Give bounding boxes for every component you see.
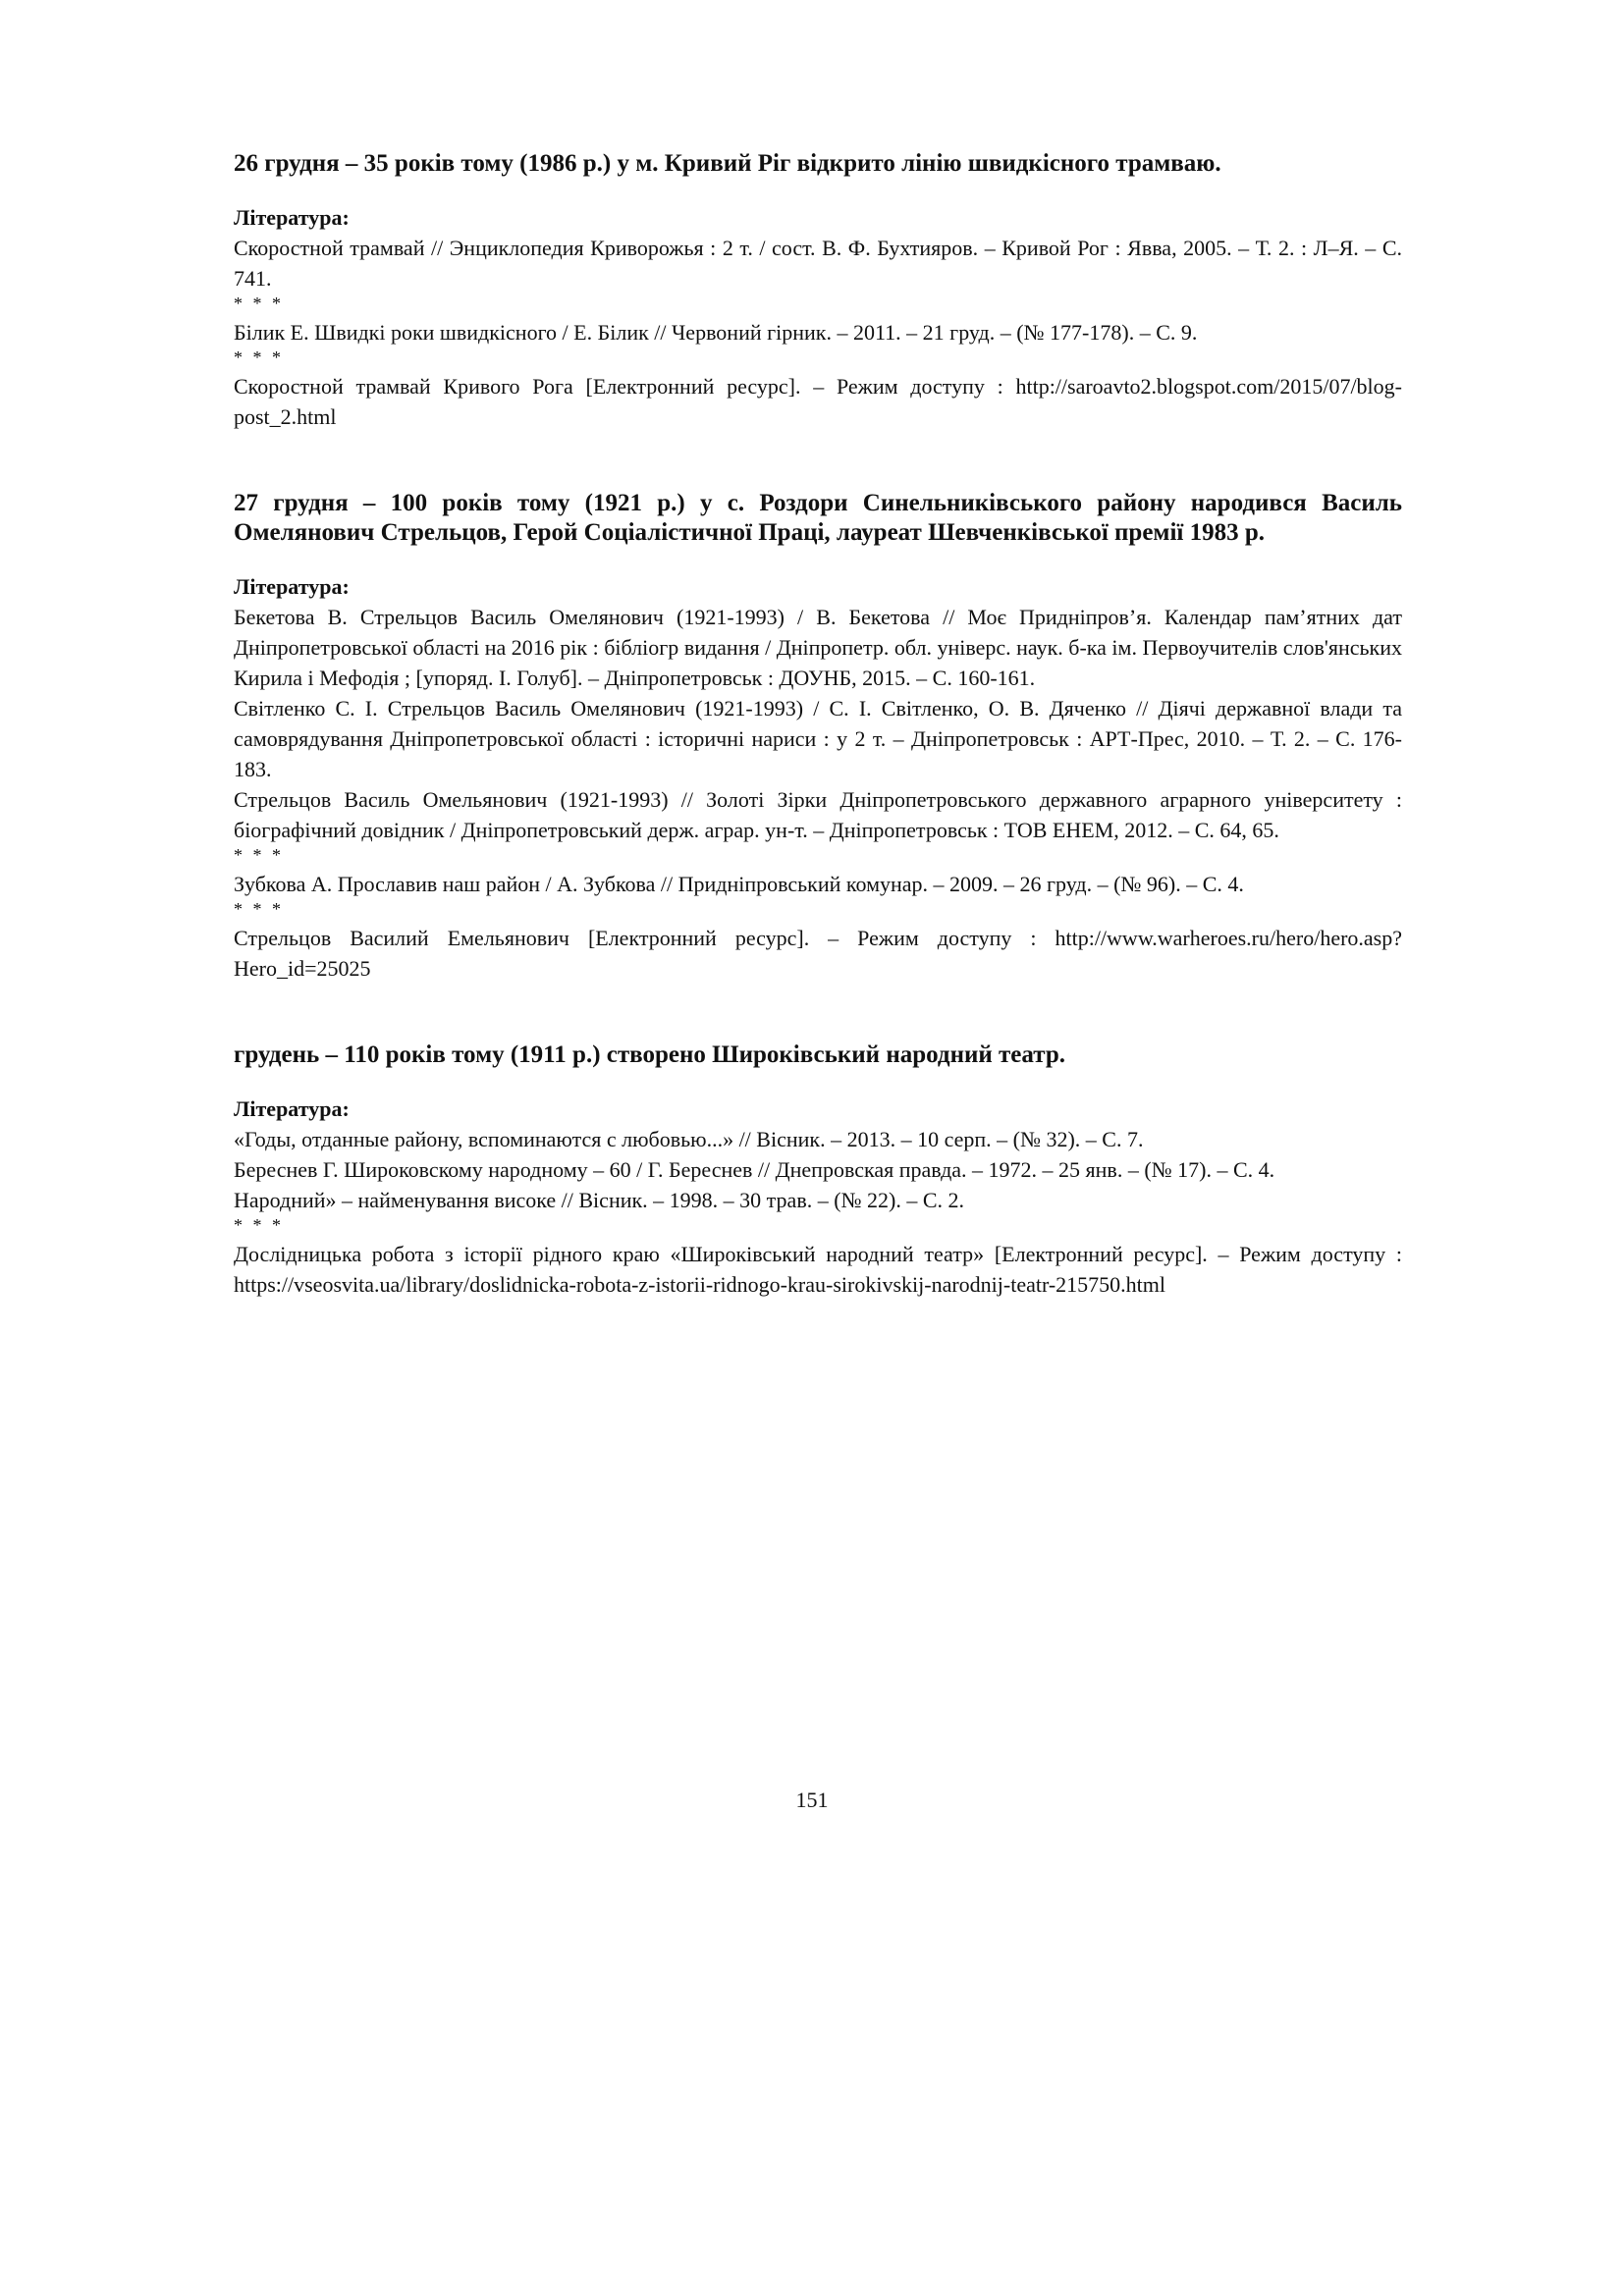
separator: * * * <box>234 294 284 313</box>
separator: * * * <box>234 899 284 919</box>
section-heading: грудень – 110 років тому (1911 р.) створено Широківський народний театр. <box>234 1041 1065 1068</box>
document-page <box>234 149 1402 1300</box>
literature-entry: Стрельцов Василь Омельянович (1921-1993) // Золоті Зірки Дніпропетровського державного аграрного університету : біографічний довідник / Дніпропетровський держ. аграр. ун-т. – Дніпропетровськ : ТОВ ЕНЕМ, 2012. – С. 64, 65. <box>234 787 1402 842</box>
literature-entry: Зубкова А. Прославив наш район / А. Зубкова // Придніпровський комунар. – 2009. – 26 груд. – (№ 96). – С. 4. <box>234 872 1244 896</box>
separator: * * * <box>234 1215 284 1235</box>
section-tram <box>234 149 1402 432</box>
literature-label: Література: <box>234 574 350 599</box>
literature-label: Література: <box>234 205 350 230</box>
page-number: 151 <box>795 1788 829 1812</box>
section-heading: 27 грудня – 100 років тому (1921 р.) у с. Роздори Синельниківського району народився Василь Омелянович Стрельцов, Герой Соціалістичної Праці, лауреат Шевченківської премії 1983 р. <box>234 490 1402 546</box>
literature-entry: Бекетова В. Стрельцов Василь Омелянович (1921-1993) / В. Бекетова // Моє Придніпров’я. Календар пам’ятних дат Дніпропетровської області на 2016 рік : бібліогр видання / Дніпропетр. обл. універс. наук. б-ка ім. Первоучителів слов'янських Кирила і Мефодія ; [упоряд. І. Голуб]. – Дніпропетровськ : ДОУНБ, 2015. – С. 160-161. <box>234 605 1402 690</box>
separator: * * * <box>234 845 284 865</box>
literature-entry: «Годы, отданные району, вспоминаются с любовью...» // Вісник. – 2013. – 10 серп. – (№ 32). – С. 7. <box>234 1127 1144 1151</box>
literature-entry: Стрельцов Василий Емельянович [Електронний ресурс]. – Режим доступу : http://www.warheroes.ru/hero/hero.asp?Hero_id=25025 <box>234 926 1402 981</box>
literature-entry: Білик Е. Швидкі роки швидкісного / Е. Білик // Червоний гірник. – 2011. – 21 груд. – (№ 177-178). – С. 9. <box>234 320 1198 345</box>
separator: * * * <box>234 347 284 367</box>
literature-entry: Береснев Г. Широковскому народному – 60 / Г. Береснев // Днепровская правда. – 1972. – 25 янв. – (№ 17). – С. 4. <box>234 1157 1275 1182</box>
literature-entry: Світленко С. І. Стрельцов Василь Омелянович (1921-1993) / С. І. Світленко, О. В. Дяченко // Діячі державної влади та самоврядування Дніпропетровської області : історичні нариси : у 2 т. – Дніпропетровськ : АРТ-Прес, 2010. – Т. 2. – С. 176-183. <box>234 696 1402 781</box>
literature-entry: Народний» – найменування високе // Вісник. – 1998. – 30 трав. – (№ 22). – С. 2. <box>234 1188 965 1212</box>
section-streltsov <box>234 489 1402 984</box>
literature-entry: Дослідницька робота з історії рідного краю «Широківський народний театр» [Електронний ресурс]. – Режим доступу : https://vseosvita.ua/library/doslidnicka-robota-z-istorii-ridnogo-krau-sirokivskij-narodnij-teatr-215750.html <box>234 1242 1402 1297</box>
literature-label: Література: <box>234 1096 350 1121</box>
section-theatre <box>234 1041 1402 1300</box>
literature-entry: Скоростной трамвай Кривого Рога [Електронний ресурс]. – Режим доступу : http://saroavto2.blogspot.com/2015/07/blog-post_2.html <box>234 374 1402 429</box>
section-heading: 26 грудня – 35 років тому (1986 р.) у м. Кривий Ріг відкрито лінію швидкісного трамваю. <box>234 150 1221 177</box>
literature-entry: Скоростной трамвай // Энциклопедия Криворожья : 2 т. / сост. В. Ф. Бухтияров. – Кривой Рог : Явва, 2005. – Т. 2. : Л–Я. – С. 741. <box>234 236 1402 291</box>
